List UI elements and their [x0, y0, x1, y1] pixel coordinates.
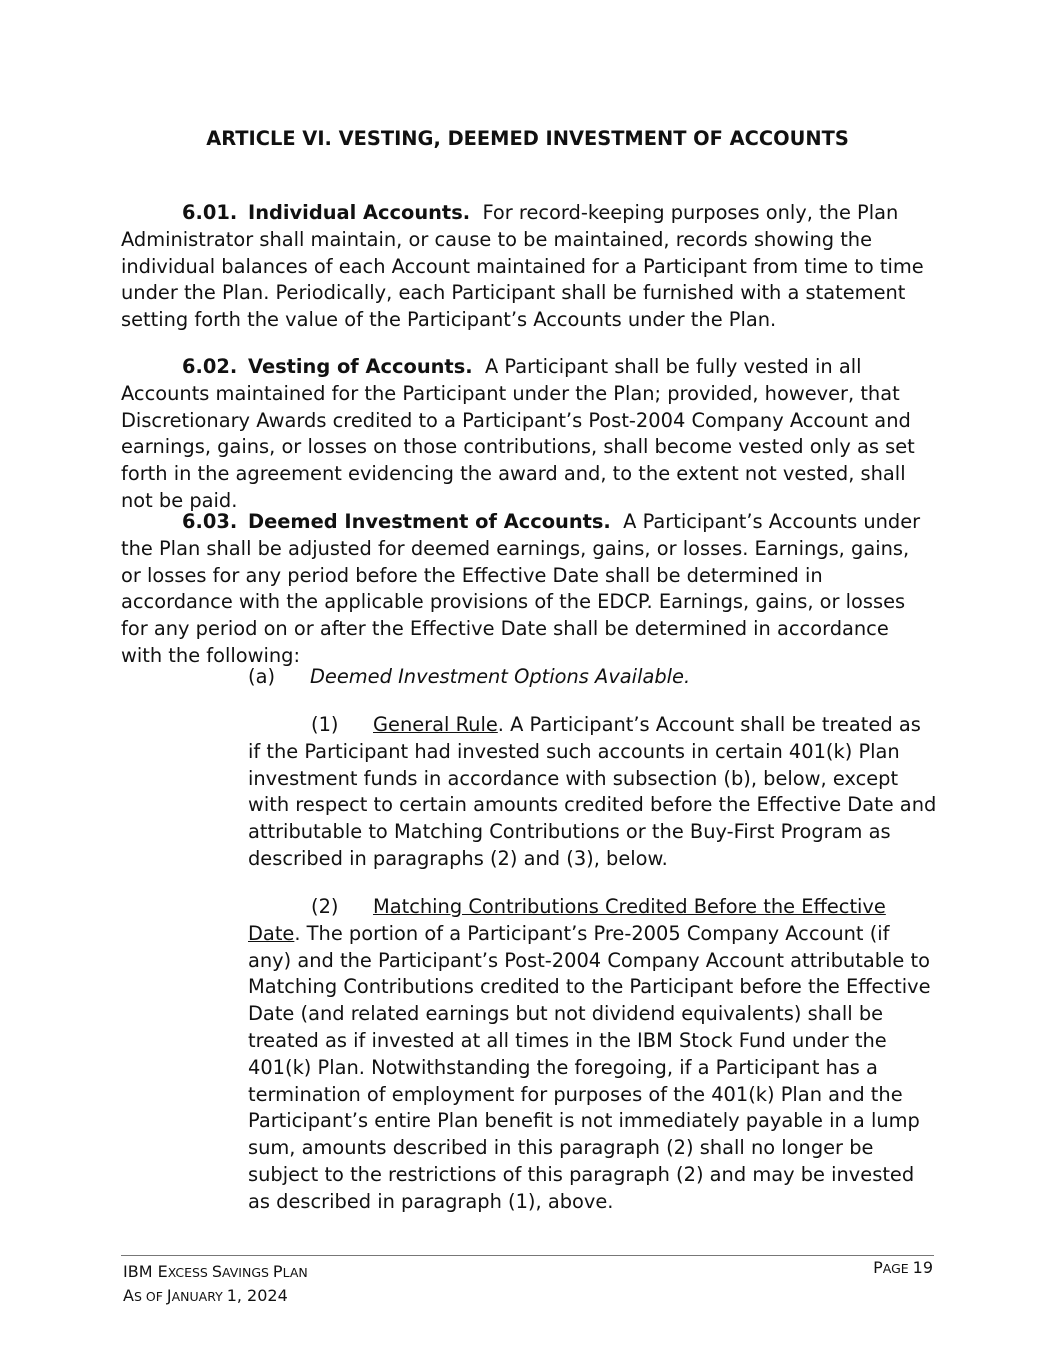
section-number: 6.02. [182, 355, 238, 378]
footer-divider [121, 1255, 934, 1256]
subsection-a [248, 664, 938, 691]
paragraph-text: . A Participant’s Account shall be treated as if the Participant had invested such accounts in certain 401(k) Plan investment funds in accordance with subsection (b), below, except with respect to certain amounts credited before the Effective Date and attributable to Matching Contributions or the Buy-First Program as described in paragraphs (2) and (3), below. [248, 713, 937, 870]
subsection-title: Deemed Investment Options Available. [310, 665, 691, 688]
section-title: Deemed Investment of Accounts. [248, 510, 611, 533]
paragraph-text: . The portion of a Participant’s Pre-2005 Company Account (if any) and the Participant’s Post-2004 Company Account attributable to Matching Contributions credited to the Participant before the Effective Date (and related earnings but not dividend equivalents) shall be treated as if invested at all times in the IBM Stock Fund under the 401(k) Plan. Notwithstanding the foregoing, if a Participant has a termination of employment for purposes of the 401(k) Plan and the Participant’s entire Plan benefit is not immediately payable in a lump sum, amounts described in this paragraph (2) shall no longer be subject to the restrictions of this paragraph (2) and may be invested as described in paragraph (1), above. [248, 921, 931, 1213]
footer-plan-info [123, 1260, 308, 1308]
paragraph-2 [248, 894, 938, 1216]
footer-page-number: PAGE 19 [873, 1258, 933, 1277]
section-text: For record-keeping purposes only, the Plan Administrator shall maintain, or cause to be maintained, records showing the individual balances of each Account maintained for a Participant from time to time under the Plan. Periodically, each Participant shall be furnished with a statement setting forth the value of the Participant’s Accounts under the Plan. [121, 201, 924, 332]
footer-as-of-date: AS OF JANUARY 1, 2024 [123, 1286, 288, 1305]
paragraph-1 [248, 712, 938, 873]
section-text: A Participant’s Accounts under the Plan shall be adjusted for deemed earnings, gains, or losses. Earnings, gains, or losses for any period before the Effective Date shall be determined in accordance with the applicable provisions of the EDCP. Earnings, gains, or losses for any period on or after the Effective Date shall be determined in accordance with the following: [121, 510, 921, 667]
section-title: Individual Accounts. [248, 201, 471, 224]
section-6-02 [121, 354, 933, 515]
paragraph-title: Matching Contributions Credited Before the Effective Date [248, 895, 886, 945]
paragraph-label: (2) [311, 895, 339, 918]
paragraph-label: (1) [311, 713, 339, 736]
subsection-label: (a) [248, 665, 276, 688]
section-6-03 [121, 509, 933, 670]
section-number: 6.01. [182, 201, 238, 224]
section-number: 6.03. [182, 510, 238, 533]
section-6-01 [121, 200, 933, 334]
article-title: ARTICLE VI. VESTING, DEEMED INVESTMENT OF ACCOUNTS [206, 127, 849, 150]
footer-plan-name: IBM EXCESS SAVINGS PLAN [123, 1262, 308, 1281]
section-text: A Participant shall be fully vested in all Accounts maintained for the Participant under the Plan; provided, however, that Discretionary Awards credited to a Participant’s Post-2004 Company Account and earnings, gains, or losses on those contributions, shall become vested only as set forth in the agreement evidencing the award and, to the extent not vested, shall not be paid. [121, 355, 915, 512]
section-title: Vesting of Accounts. [248, 355, 473, 378]
paragraph-title: General Rule [373, 713, 498, 736]
